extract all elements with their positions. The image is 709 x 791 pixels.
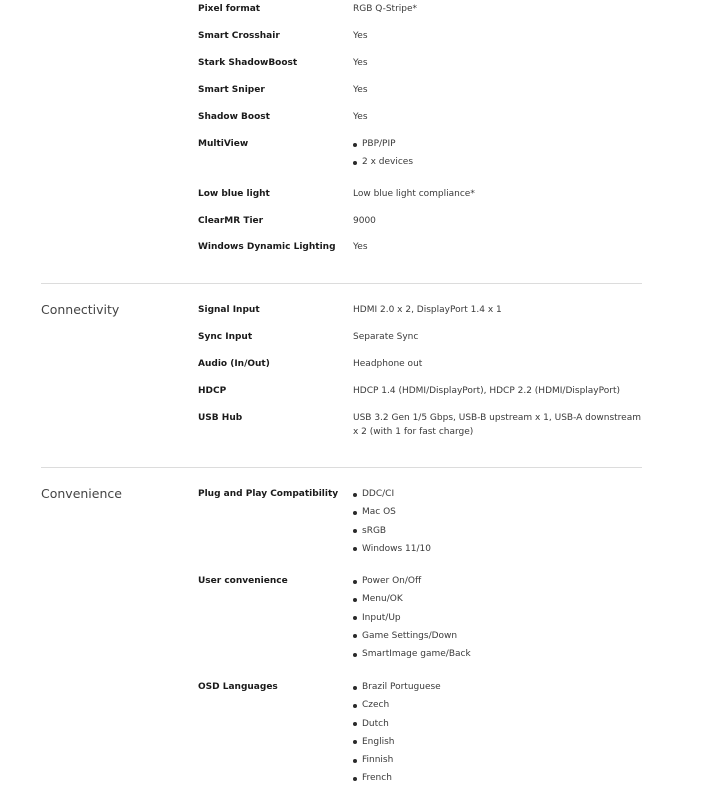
bullet-icon	[353, 722, 357, 726]
spec-value-signal-input: HDMI 2.0 x 2, DisplayPort 1.4 x 1	[353, 305, 502, 315]
spec-list-user-convenience	[353, 575, 471, 666]
spec-label-smart-crosshair: Smart Crosshair	[198, 31, 280, 41]
spec-label-pixel-format: Pixel format	[198, 4, 261, 14]
list-item: Finnish	[353, 754, 441, 772]
spec-list-osd-languages	[353, 681, 441, 791]
bullet-icon	[353, 704, 357, 708]
spec-value-sync-input: Separate Sync	[353, 332, 419, 342]
list-item: Dutch	[353, 718, 441, 736]
spec-label-sync-input: Sync Input	[198, 332, 253, 342]
spec-label-stark-shadowboost: Stark ShadowBoost	[198, 58, 298, 68]
bullet-icon	[353, 740, 357, 744]
spec-value-low-blue-light: Low blue light compliance*	[353, 189, 475, 199]
list-item: PBP/PIP	[353, 138, 413, 156]
bullet-icon	[353, 616, 357, 620]
list-item: Windows 11/10	[353, 543, 431, 561]
spec-label-smart-sniper: Smart Sniper	[198, 85, 265, 95]
bullet-icon	[353, 493, 357, 497]
spec-label-usb-hub: USB Hub	[198, 413, 243, 423]
spec-value-windows-dynamic-lighting: Yes	[353, 242, 368, 252]
bullet-icon	[353, 686, 357, 690]
spec-label-osd-languages: OSD Languages	[198, 682, 278, 692]
spec-label-clearmr-tier: ClearMR Tier	[198, 216, 264, 226]
list-item: 2 x devices	[353, 156, 413, 174]
spec-value-hdcp: HDCP 1.4 (HDMI/DisplayPort), HDCP 2.2 (HDMI/DisplayPort)	[353, 386, 620, 396]
list-item: French	[353, 772, 441, 790]
bullet-icon	[353, 547, 357, 551]
list-item: sRGB	[353, 525, 431, 543]
spec-list-multiview	[353, 138, 413, 175]
list-item: Menu/OK	[353, 593, 471, 611]
list-item: Mac OS	[353, 506, 431, 524]
list-item: SmartImage game/Back	[353, 648, 471, 666]
spec-value-smart-crosshair: Yes	[353, 31, 368, 41]
spec-label-user-convenience: User convenience	[198, 576, 288, 586]
spec-label-signal-input: Signal Input	[198, 305, 260, 315]
bullet-icon	[353, 598, 357, 602]
bullet-icon	[353, 653, 357, 657]
spec-value-pixel-format: RGB Q-Stripe*	[353, 4, 418, 14]
spec-label-audio: Audio (In/Out)	[198, 359, 270, 369]
list-item: Czech	[353, 699, 441, 717]
bullet-icon	[353, 580, 357, 584]
spec-list-plug-and-play	[353, 488, 431, 561]
bullet-icon	[353, 161, 357, 165]
bullet-icon	[353, 143, 357, 147]
spec-label-hdcp: HDCP	[198, 386, 227, 396]
bullet-icon	[353, 759, 357, 763]
spec-label-windows-dynamic-lighting: Windows Dynamic Lighting	[198, 242, 336, 252]
spec-label-plug-and-play: Plug and Play Compatibility	[198, 489, 339, 499]
bullet-icon	[353, 634, 357, 638]
list-item: Game Settings/Down	[353, 630, 471, 648]
list-item: Input/Up	[353, 612, 471, 630]
bullet-icon	[353, 777, 357, 781]
list-item: DDC/CI	[353, 488, 431, 506]
spec-value-clearmr-tier: 9000	[353, 216, 376, 226]
bullet-icon	[353, 529, 357, 533]
list-item: English	[353, 736, 441, 754]
section-title-connectivity: Connectivity	[41, 302, 120, 317]
list-item: Brazil Portuguese	[353, 681, 441, 699]
spec-value-usb-hub: USB 3.2 Gen 1/5 Gbps, USB-B upstream x 1, USB-A downstream x 2 (with 1 for fast charge)	[353, 413, 641, 437]
section-divider	[41, 467, 642, 468]
spec-value-audio: Headphone out	[353, 359, 423, 369]
spec-label-multiview: MultiView	[198, 139, 249, 149]
bullet-icon	[353, 511, 357, 515]
spec-value-shadow-boost: Yes	[353, 112, 368, 122]
spec-value-stark-shadowboost: Yes	[353, 58, 368, 68]
section-title-convenience: Convenience	[41, 486, 122, 501]
spec-label-low-blue-light: Low blue light	[198, 189, 270, 199]
list-item: Power On/Off	[353, 575, 471, 593]
section-divider	[41, 283, 642, 284]
spec-label-shadow-boost: Shadow Boost	[198, 112, 270, 122]
spec-value-smart-sniper: Yes	[353, 85, 368, 95]
